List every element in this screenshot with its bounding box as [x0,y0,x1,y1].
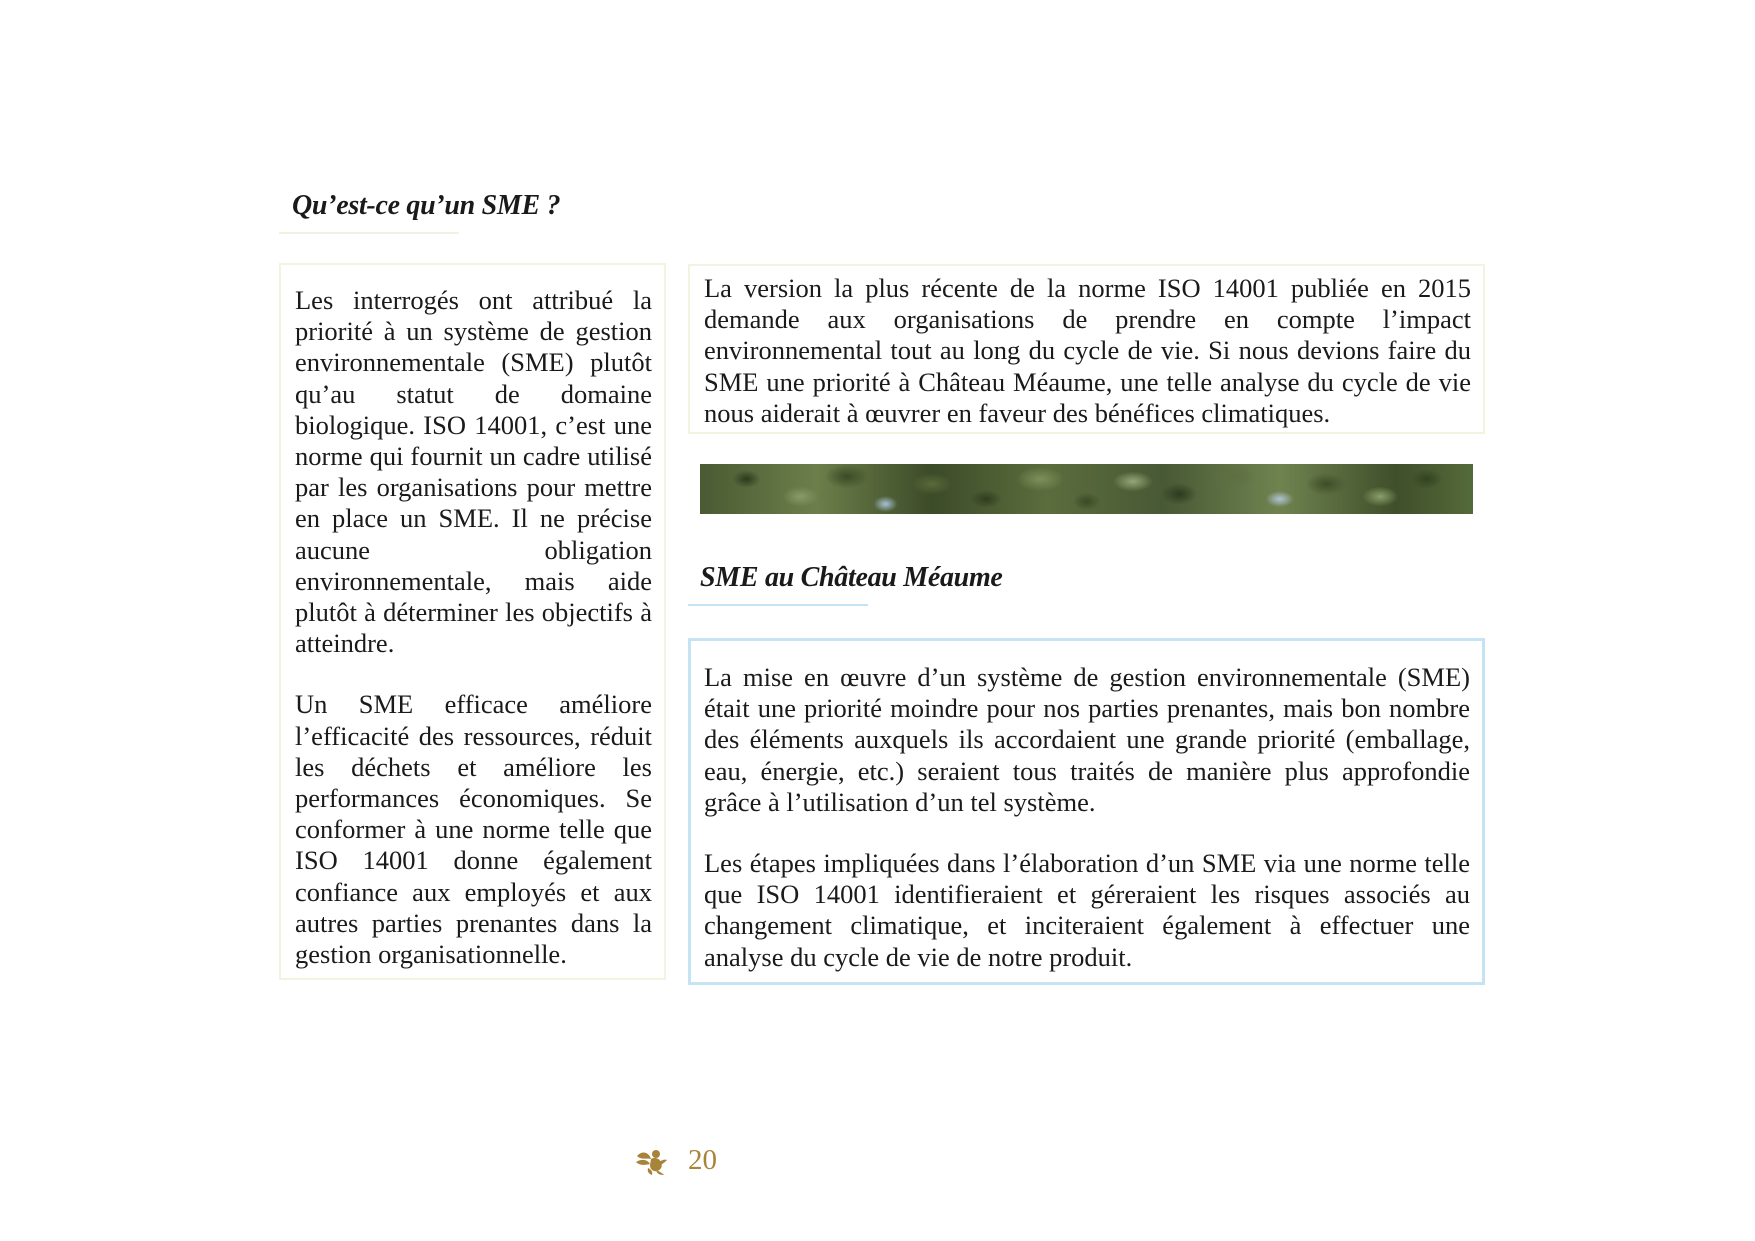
iso-14001-text-box [688,264,1485,434]
heading-underline [279,232,459,234]
foliage-photo [700,464,1473,514]
page-number: 20 [688,1144,717,1176]
section-heading-sme-chateau-meaume: SME au Château Méaume [700,562,1003,593]
body-paragraph: La version la plus récente de la norme ISO 14001 publiée en 2015 demande aux organisations de prendre en compte l’impact environnemental tout au long du cycle de vie. Si nous devions faire du SME une priorité à Château Méaume, une telle analyse du cycle de vie nous aiderait à œuvrer en faveur des bénéfices climatiques. [704,273,1471,428]
section-heading-what-is-sme: Qu’est-ce qu’un SME ? [292,190,561,221]
sme-chateau-meaume-text-box [688,638,1485,985]
body-paragraph: La mise en œuvre d’un système de gestion environnementale (SME) était une priorité moindre pour nos parties prenantes, mais bon nombre des éléments auxquels ils accordaient une grande priorité (emballage, eau, énergie, etc.) seraient tous traités de manière plus approfondie grâce à l’utilisation d’un tel système. [704,662,1470,817]
winged-cherub-icon [634,1146,668,1176]
heading-underline [688,604,868,606]
what-is-sme-text-box [279,263,666,980]
body-paragraph: Un SME efficace améliore l’efficacité des ressources, réduit les déchets et améliore les performances économiques. Se conformer à une norme telle que ISO 14001 donne également confiance aux employés et aux autres parties prenantes dans la gestion organisationnelle. [295,689,652,970]
body-paragraph: Les étapes impliquées dans l’élaboration d’un SME via une norme telle que ISO 14001 identifieraient et géreraient les risques associés au changement climatique, et inciteraient également à effectuer une analyse du cycle de vie de notre produit. [704,848,1470,972]
body-paragraph: Les interrogés ont attribué la priorité à un système de gestion environnementale (SME) plutôt qu’au statut de domaine biologique. ISO 14001, c’est une norme qui fournit un cadre utilisé par les organisations pour mettre en place un SME. Il ne précise aucune obligation environnementale, mais aide plutôt à déterminer les objectifs à atteindre. [295,285,652,659]
